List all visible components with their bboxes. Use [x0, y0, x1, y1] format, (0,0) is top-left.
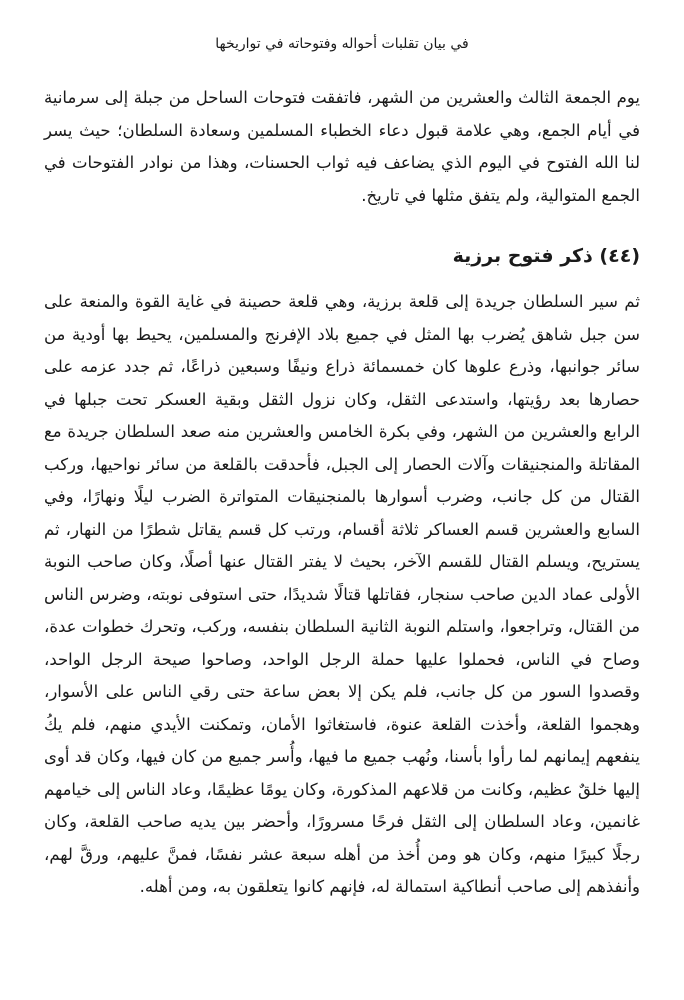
paragraph-2: ثم سير السلطان جريدة إلى قلعة برزية، وهي قلعة حصينة في غاية القوة والمنعة على سن جبل شاهق يُضرب بها المثل في جميع بلاد الإفرنج والمسلمين، يحيط بها أودية من سائر جوانبها، وذرع علوها كان خمسمائة ذراع ونيفًا وسبعين ذراعًا، ثم جدد عزمه على حصارها بعد رؤيتها، واستدعى الثقل، وكان نزول الثقل وبقية العسكر تحت جبلها في الرابع والعشرين من الشهر، وفي بكرة الخامس والعشرين منه صعد السلطان جريدة مع المقاتلة والمنجنيقات وآلات الحصار إلى الجبل، فأحدقت بالقلعة من سائر نواحيها، وركب القتال من كل جانب، وضرب أسوارها بالمنجنيقات المتواترة الضرب ليلًا ونهارًا، وفي السابع والعشرين قسم العساكر ثلاثة أقسام، ورتب كل قسم يقاتل شطرًا من النهار، ثم يستريح، ويسلم القتال للقسم الآخر، بحيث لا يفتر القتال عنها أصلًا، وكان صاحب النوبة الأولى عماد الدين صاحب سنجار، فقاتلها قتالًا شديدًا، حتى استوفى نوبته، وضرس الناس من القتال، وتراجعوا، واستلم النوبة الثانية السلطان بنفسه، وركب، وتحرك خطوات عدة، وصاح في الناس، فحملوا عليها حملة الرجل الواحد، وصاحوا صيحة الرجل الواحد، وقصدوا السور من كل جانب، فلم يكن إلا بعض ساعة حتى رقي الناس على الأسوار، وهجموا القلعة، وأخذت القلعة عنوة، فاستغاثوا الأمان، وتمكنت الأيدي منهم، فلم يكُ ينفعهم إيمانهم لما رأوا بأسنا، ونُهب جميع ما فيها، وأُسر جميع من كان فيها، وكان قد أوى إليها خلقٌ عظيم، وكانت من قلاعهم المذكورة، وكان يومًا عظيمًا، وعاد الناس إلى خيامهم غانمين، وعاد السلطان إلى الثقل فرحًا مسرورًا، وأحضر بين يديه صاحب القلعة، وكان رجلًا كبيرًا منهم، وكان هو ومن أُخذ من أهله سبعة عشر نفسًا، فمنَّ عليهم، ورقَّ لهم، وأنفذهم إلى صاحب أنطاكية استمالة له، فإنهم كانوا يتعلقون به، ومن أهله.: [44, 292, 640, 896]
paragraph-1: يوم الجمعة الثالث والعشرين من الشهر، فاتفقت فتوحات الساحل من جبلة إلى سرمانية في أيام الجمع، وهي علامة قبول دعاء الخطباء المسلمين وسعادة السلطان؛ حيث يسر لنا الله الفتوح في اليوم الذي يضاعف فيه ثواب الحسنات، وهذا من نوادر الفتوحات في الجمع المتوالية، ولم يتفق مثلها في تاريخ.: [44, 88, 640, 205]
section-heading: (٤٤) ذكر فتوح برزية: [452, 245, 640, 267]
running-header: في بيان تقلبات أحواله وفتوحاته في تواريخها: [215, 36, 469, 52]
